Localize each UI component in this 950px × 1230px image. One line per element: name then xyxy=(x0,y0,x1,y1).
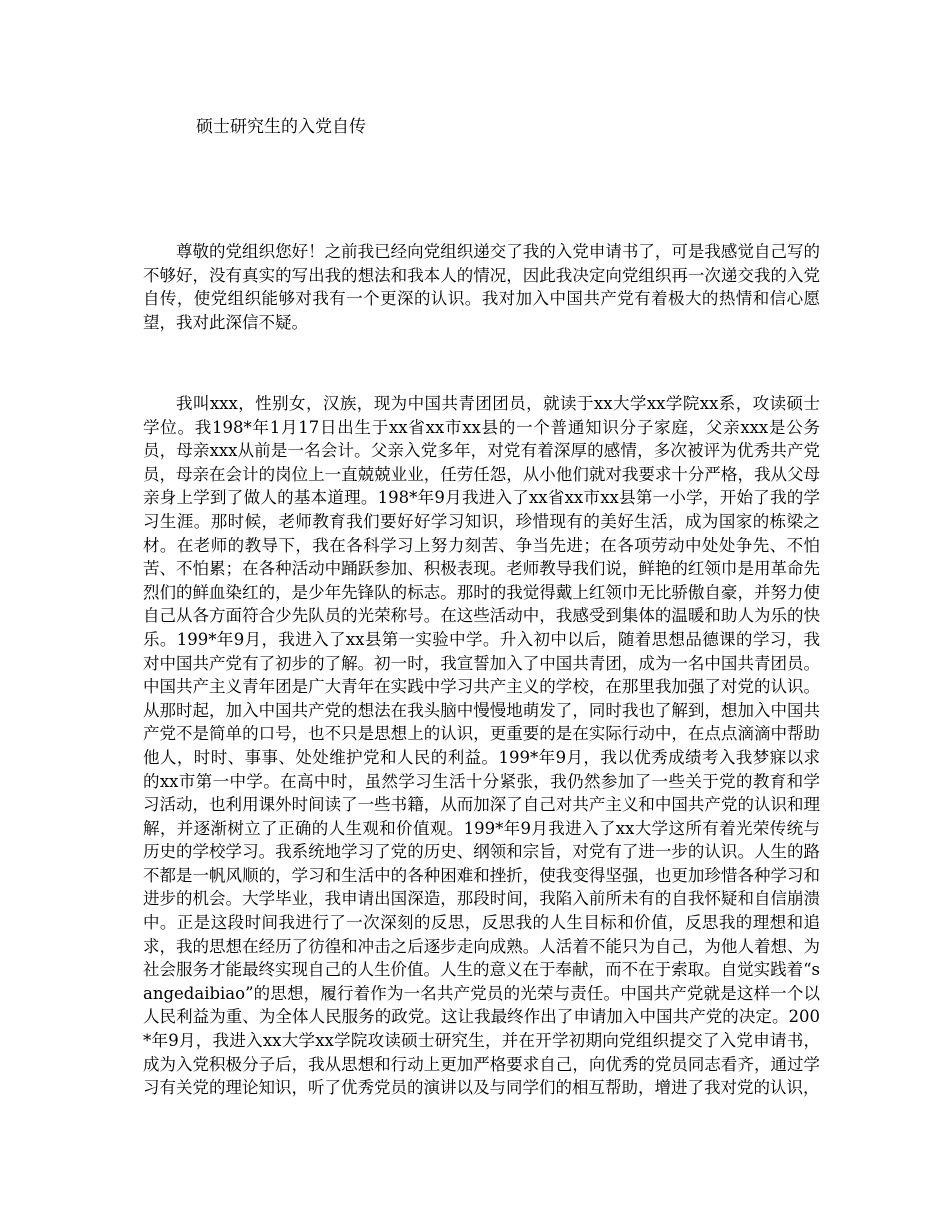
paragraph-greeting: 尊敬的党组织您好！之前我已经向党组织递交了我的入党申请书了，可是我感觉自己写的不够好，没有真实的写出我的想法和我本人的情况，因此我决定向党组织再一次递交我的入党自传，使党组织能够对我有一个更深的认识。我对加入中国共产党有着极大的热情和信心愿望，我对此深信不疑。 xyxy=(143,242,820,332)
document-title: 硕士研究生的入党自传 xyxy=(196,117,366,137)
paragraph-biography: 我叫xxx，性别女，汉族，现为中国共青团团员，就读于xx大学xx学院xx系，攻读硕士学位。我198*年1月17日出生于xx省xx市xx县的一个普通知识分子家庭，父亲xxx是公务员，母亲xxx从前是一名会计。父亲入党多年，对党有着深厚的感情，多次被评为优秀共产党员，母亲在会计的岗位上一直兢兢业业，任劳任怨，从小他们就对我要求十分严格，我从父母亲身上学到了做人的基本道理。198*年9月我进入了xx省xx市xx县第一小学，开始了我的学习生涯。那时候，老师教育我们要好好学习知识，珍惜现有的美好生活，成为国家的栋梁之材。在老师的教导下，我在各科学习上努力刻苦、争当先进；在各项劳动中处处争先、不怕苦、不怕累；在各种活动中踊跃参加、积极表现。老师教导我们说，鲜艳的红领巾是用革命先烈们的鲜血染红的，是少年先锋队的标志。那时的我觉得戴上红领巾无比骄傲自豪，并努力使自己从各方面符合少先队员的光荣称号。在这些活动中，我感受到集体的温暖和助人为乐的快乐。199*年9月，我进入了xx县第一实验中学。升入初中以后，随着思想品德课的学习，我对中国共产党有了初步的了解。初一时，我宣誓加入了中国共青团，成为一名中国共青团员。中国共产主义青年团是广大青年在实践中学习共产主义的学校，在那里我加强了对党的认识。从那时起，加入中国共产党的想法在我头脑中慢慢地萌发了，同时我也了解到，想加入中国共产党不是简单的口号，也不只是思想上的认识，更重要的是在实际行动中，在点点滴滴中帮助他人，时时、事事、处处维护党和人民的利益。199*年9月，我以优秀成绩考入我梦寐以求的xx市第一中学。在高中时，虽然学习生活十分紧张，我仍然参加了一些关于党的教育和学习活动，也利用课外时间读了一些书籍，从而加深了自己对共产主义和中国共产党的认识和理解，并逐渐树立了正确的人生观和价值观。199*年9月我进入了xx大学这所有着光荣传统与历史的学校学习。我系统地学习了党的历史、纲领和宗旨，对党有了进一步的认识。人生的路不都是一帆风顺的，学习和生活中的各种困难和挫折，使我变得坚强，也更加珍惜各种学习和进步的机会。大学毕业，我申请出国深造，那段时间，我陷入前所未有的自我怀疑和自信崩溃中。正是这段时间我进行了一次深刻的反思，反思我的人生目标和价值，反思我的理想和追求，我的思想在经历了彷徨和冲击之后逐步走向成熟。人活着不能只为自己，为他人着想、为社会服务才能最终实现自己的人生价值。人生的意义在于奉献，而不在于索取。自觉实践着“sangedaibiao”的思想，履行着作为一名共产党员的光荣与责任。中国共产党就是这样一个以人民利益为重、为全体人民服务的政党。这让我最终作出了申请加入中国共产党的决定。200*年9月，我进入xx大学xx学院攻读硕士研究生，并在开学初期向党组织提交了入党申请书，成为入党积极分子后，我从思想和行动上更加严格要求自己，向优秀的党员同志看齐，通过学习有关党的理论知识，听了优秀党员的演讲以及与同学们的相互帮助，增进了我对党的认识， xyxy=(143,394,820,1098)
